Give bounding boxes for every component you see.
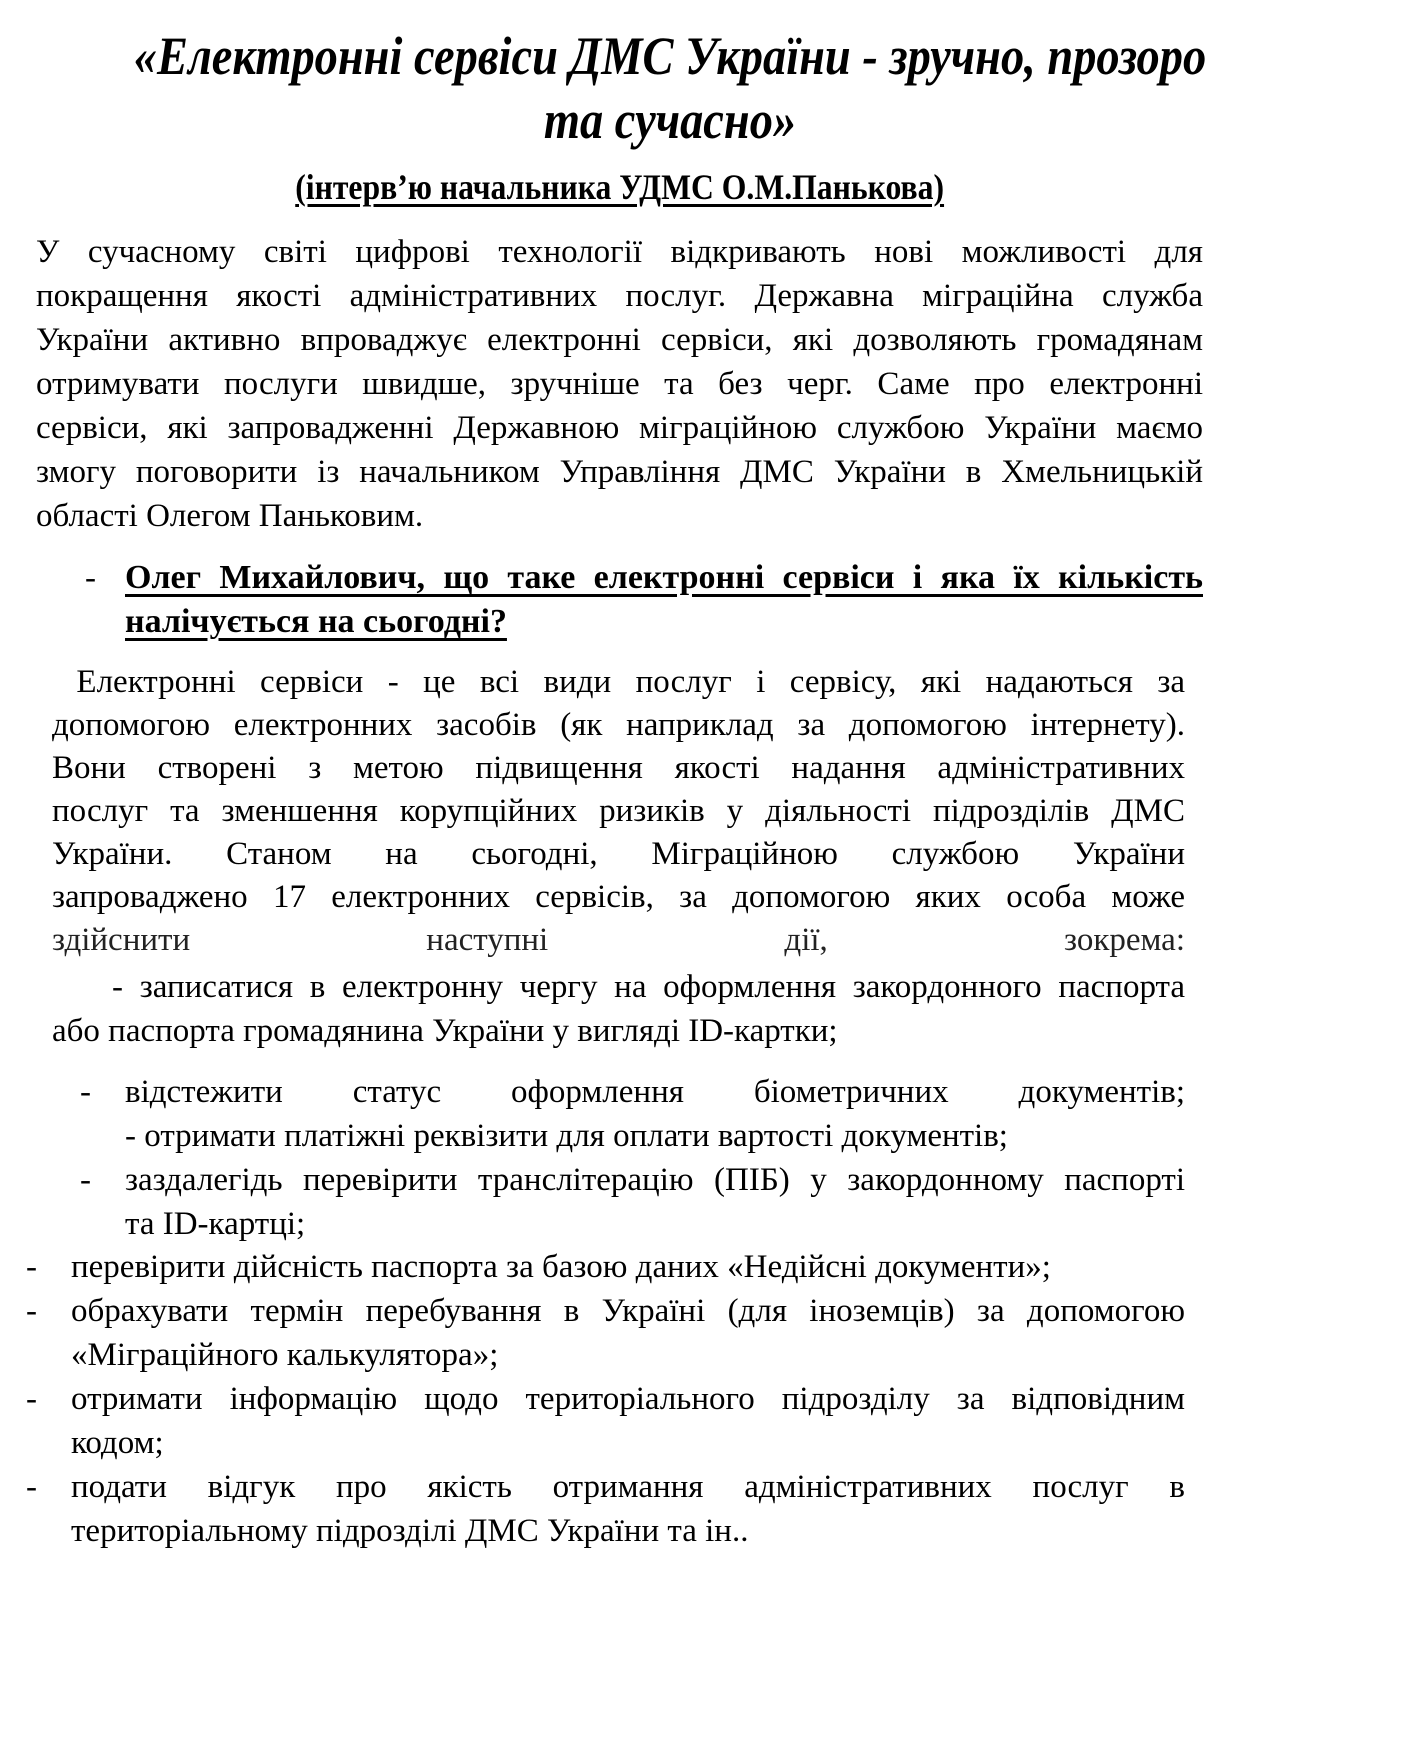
intro-line: сервіси, які запровадженні Державною міграційною службою України маємо [36, 410, 1203, 446]
list-bullet: - [80, 1074, 91, 1110]
list-bullet: - [26, 1293, 37, 1329]
list-item-text: заздалегідь перевірити транслітерацію (ПІБ) у закордонному паспорті [125, 1162, 1185, 1198]
list-item-text: та ID-картці; [125, 1206, 306, 1242]
intro-line: України активно впроваджує електронні сервіси, які дозволяють громадянам [36, 322, 1203, 358]
interview-question [85, 556, 1203, 646]
list-item-text: або паспорта громадянина України у вигляді ID-картки; [52, 1013, 838, 1049]
answer-line: Вони створені з метою підвищення якості надання адміністративних [52, 750, 1185, 786]
intro-line: отримувати послуги швидше, зручніше та без черг. Саме про електронні [36, 366, 1203, 402]
list-item-text: територіальному підрозділі ДМС України та ін.. [71, 1513, 749, 1549]
answer-line: України. Станом на сьогодні, Міграційною службою України [52, 836, 1185, 872]
answer-line: допомогою електронних засобів (як наприклад за допомогою інтернету). [52, 707, 1185, 743]
list-item-text: відстежити статус оформлення біометричних документів; [125, 1074, 1185, 1110]
intro-line: У сучасному світі цифрові технології відкривають нові можливості для [36, 234, 1203, 270]
answer-line: Електронні сервіси - це всі види послуг і сервісу, які надаються за [52, 664, 1185, 700]
list-item [52, 965, 1185, 1053]
list-bullet: - [26, 1381, 37, 1417]
list-bullet: - [125, 1118, 136, 1154]
list-item-text: отримати інформацію щодо територіального підрозділу за відповідним [71, 1381, 1185, 1417]
article-title [94, 24, 1246, 152]
list-item-text: «Міграційного калькулятора»; [71, 1337, 499, 1373]
answer-line: послуг та зменшення корупційних ризиків у діяльності підрозділів ДМС [52, 793, 1185, 829]
article-subtitle [0, 164, 1240, 210]
list-item-text: отримати платіжні реквізити для оплати вартості документів; [144, 1118, 1008, 1154]
list-bullet: - [26, 1469, 37, 1505]
list-bullet: - [112, 969, 123, 1005]
list-item [125, 1114, 1185, 1158]
list-bullet: - [26, 1249, 37, 1285]
title-line-1: «Електронні сервіси ДМС України - зручно, прозоро [133, 26, 1207, 86]
answer-paragraph [52, 661, 1185, 962]
list-bullet: - [80, 1162, 91, 1198]
intro-line: області Олегом Паньковим. [36, 498, 424, 534]
question-line: Олег Михайлович, що таке електронні сервіси і яка їх кількість [125, 559, 1203, 596]
intro-line: покращення якості адміністративних послуг. Державна міграційна служба [36, 278, 1203, 314]
subtitle-text: (інтерв’ю начальника УДМС О.М.Панькова) [295, 167, 945, 207]
list-item-text: кодом; [71, 1425, 164, 1461]
list-item-text: подати відгук про якість отримання адміністративних послуг в [71, 1469, 1185, 1505]
intro-line: змогу поговорити із начальником Управління ДМС України в Хмельницькій [36, 454, 1203, 490]
title-line-2: та сучасно» [543, 90, 797, 150]
list-item-text: перевірити дійсність паспорта за базою даних «Недійсні документи»; [71, 1249, 1051, 1285]
answer-line: запроваджено 17 електронних сервісів, за допомогою яких особа може [52, 879, 1185, 915]
intro-paragraph [36, 230, 1203, 538]
question-bullet: - [85, 560, 96, 596]
list-item-text: записатися в електронну чергу на оформлення закордонного паспорта [139, 969, 1186, 1005]
answer-line: здійснити наступні дії, зокрема: [52, 922, 1185, 958]
question-line: налічується на сьогодні? [125, 603, 507, 640]
list-item-text: обрахувати термін перебування в Україні (для іноземців) за допомогою [71, 1293, 1185, 1329]
question-text [125, 556, 1203, 644]
